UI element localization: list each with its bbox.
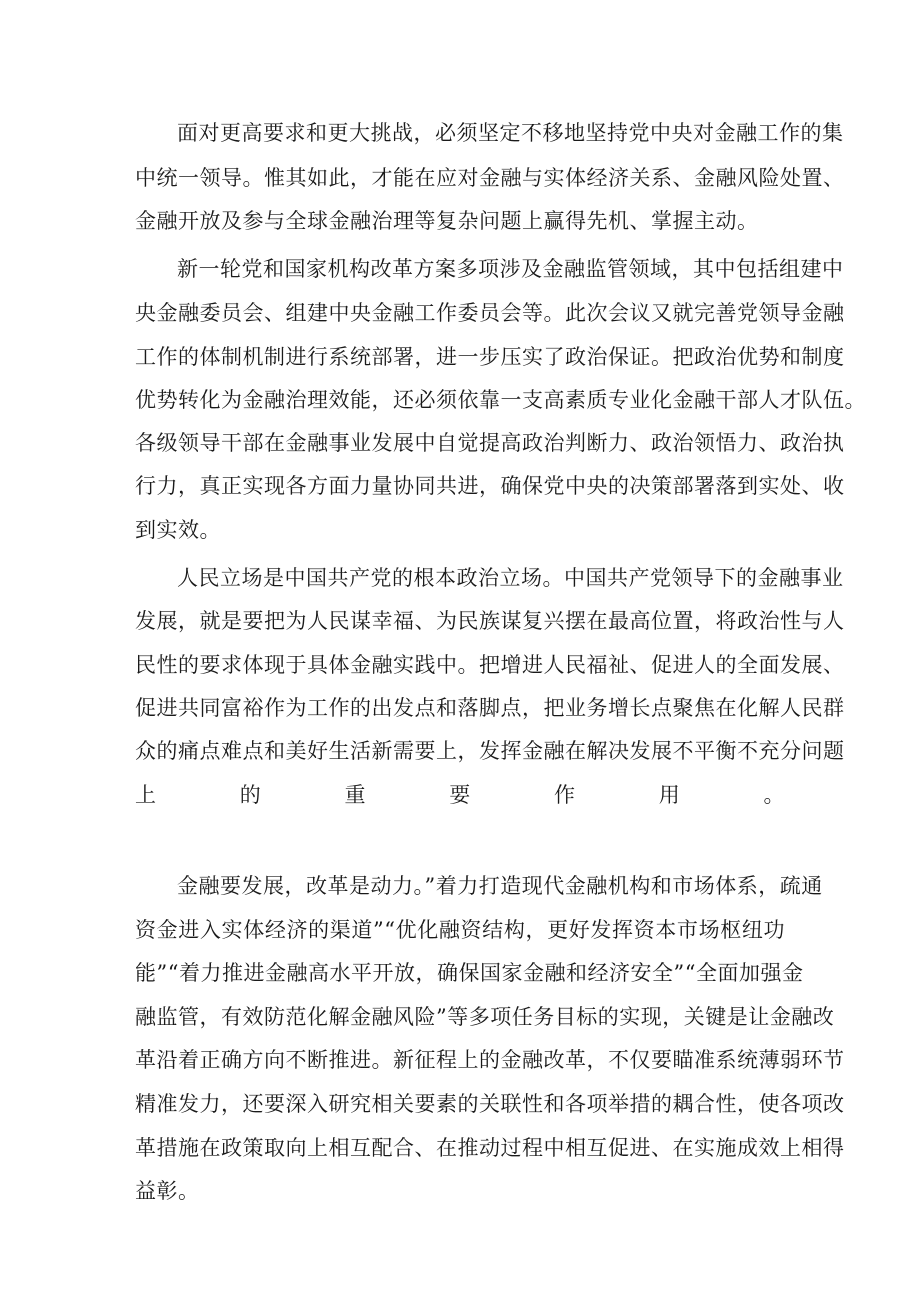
paragraph-line: 能”“着力推进金融高水平开放，确保国家金融和经济安全”“全面加强金 [135,961,804,985]
paragraph-line: 融监管，有效防范化解金融风险”等多项任务目标的实现，关键是让金融改 [135,1005,835,1029]
paragraph-line: 革沿着正确方向不断推进。新征程上的金融改革，不仅要瞄准系统薄弱环节 [135,1048,845,1072]
paragraph-line: 上的重要作用。 [135,783,785,807]
paragraph-line: 中统一领导。惟其如此，才能在应对金融与实体经济关系、金融风险处置、 [135,166,845,190]
paragraph-line: 金融要发展，改革是动力。”着力打造现代金融机构和市场体系，疏通 [177,874,823,898]
paragraph-line: 资金进入实体经济的渠道”“优化融资结构，更好发挥资本市场枢纽功 [135,918,785,942]
paragraph-line: 民性的要求体现于具体金融实践中。把增进人民福祉、促进人的全面发展、 [135,653,845,677]
paragraph-line: 人民立场是中国共产党的根本政治立场。中国共产党领导下的金融事业 [177,566,844,590]
paragraph-line: 精准发力，还要深入研究相关要素的关联性和各项举措的耦合性，使各项改 [135,1092,845,1116]
paragraph-line: 各级领导干部在金融事业发展中自觉提高政治判断力、政治领悟力、政治执 [135,431,845,455]
paragraph-line: 促进共同富裕作为工作的出发点和落脚点，把业务增长点聚焦在化解人民群 [135,696,845,720]
paragraph-line: 到实效。 [135,518,221,542]
paragraph-line: 新一轮党和国家机构改革方案多项涉及金融监管领域，其中包括组建中 [177,257,844,281]
paragraph-line: 面对更高要求和更大挑战，必须坚定不移地坚持党中央对金融工作的集 [177,121,844,145]
paragraph-line: 央金融委员会、组建中央金融工作委员会等。此次会议又就完善党领导金融 [135,301,845,325]
paragraph-line: 革措施在政策取向上相互配合、在推动过程中相互促进、在实施成效上相得 [135,1136,845,1160]
paragraph-line: 发展，就是要把为人民谋幸福、为民族谋复兴摆在最高位置，将政治性与人 [135,609,845,633]
paragraph-line: 众的痛点难点和美好生活新需要上，发挥金融在解决发展不平衡不充分问题 [135,739,845,763]
paragraph-line: 行力，真正实现各方面力量协同共进，确保党中央的决策部署落到实处、收 [135,474,845,498]
paragraph-line: 优势转化为金融治理效能，还必须依靠一支高素质专业化金融干部人才队伍。 [135,388,866,412]
paragraph-line [135,824,785,854]
paragraph-line: 工作的体制机制进行系统部署，进一步压实了政治保证。把政治优势和制度 [135,345,845,369]
paragraph-line: 益彰。 [135,1179,200,1203]
paragraph-line: 金融开放及参与全球金融治理等复杂问题上赢得先机、掌握主动。 [135,209,759,233]
